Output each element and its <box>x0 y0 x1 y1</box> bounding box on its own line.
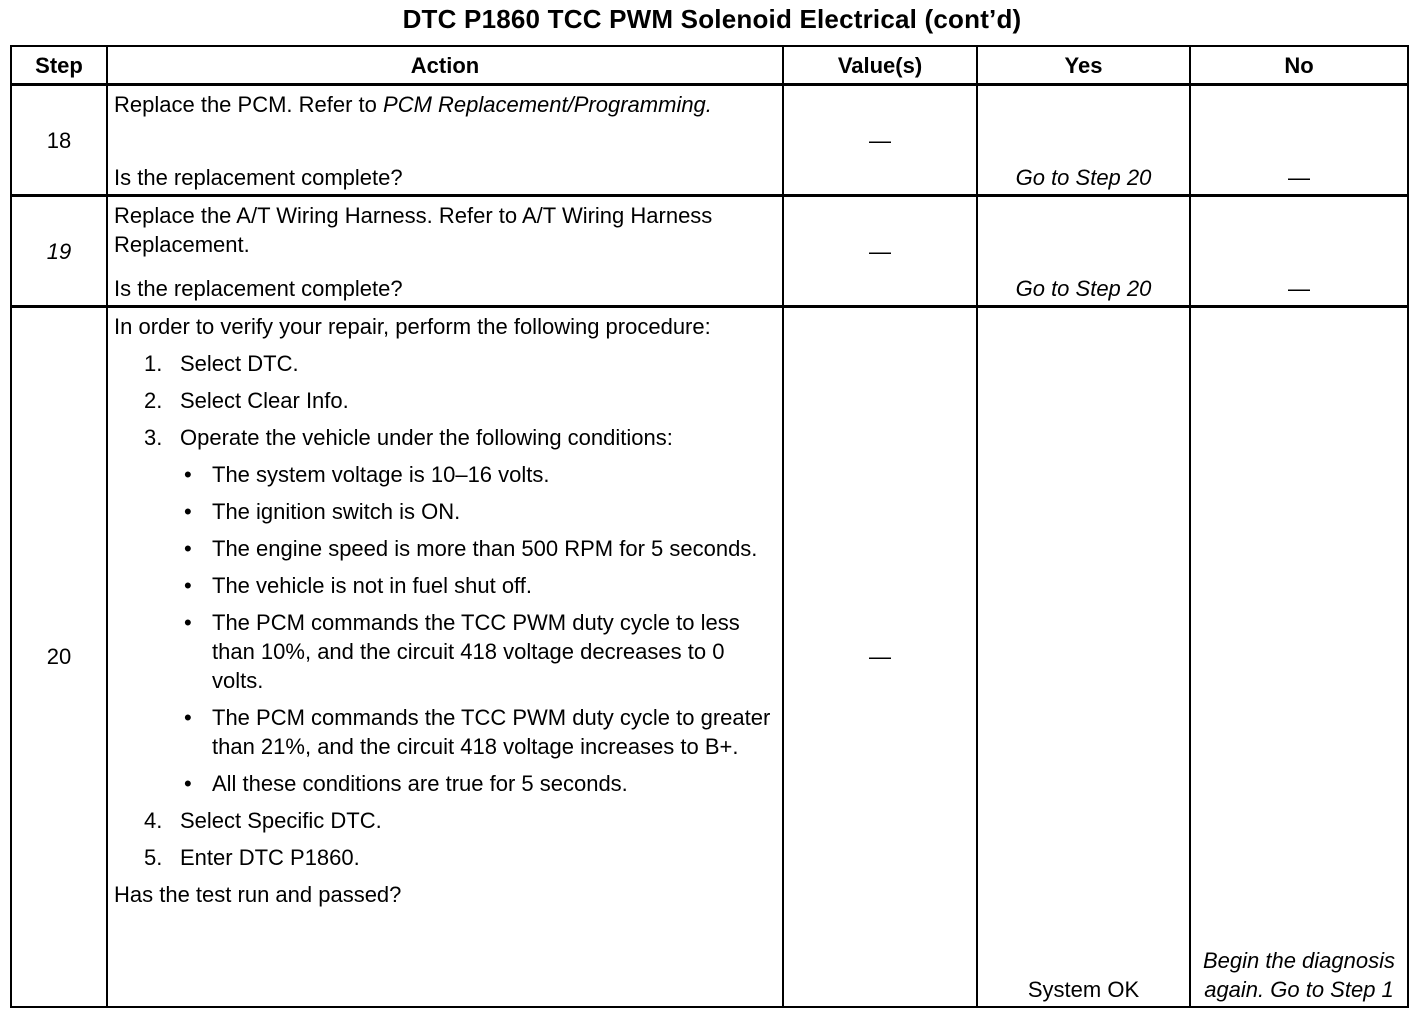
step-number: 20 <box>11 307 107 1007</box>
condition-list <box>180 460 776 798</box>
procedure-step-number: 1. <box>144 351 163 376</box>
step-question: Is the replacement complete? <box>114 276 403 301</box>
table-row <box>11 85 1408 196</box>
table-row <box>11 307 1408 1007</box>
step-number: 18 <box>11 85 107 196</box>
bullet-icon: • <box>184 705 192 730</box>
yes-result: Go to Step 20 <box>977 85 1190 196</box>
action-text: Replace the A/T Wiring Harness. Refer to A/T Wiring Harness Replacement. <box>114 203 713 257</box>
page-title: DTC P1860 TCC PWM Solenoid Electrical (cont’d) <box>402 4 1022 34</box>
bullet-icon: • <box>184 771 192 796</box>
procedure-step <box>114 843 776 872</box>
procedure-step <box>114 349 776 378</box>
condition-item <box>180 497 776 526</box>
action-reference: PCM Replacement/Programming. <box>383 92 712 117</box>
header-no: No <box>1190 46 1408 85</box>
bullet-icon: • <box>184 536 192 561</box>
procedure-steps <box>114 349 776 872</box>
condition-text: The ignition switch is ON. <box>212 499 461 524</box>
no-result: Begin the diagnosis again. Go to Step 1 <box>1190 307 1408 1007</box>
condition-text: All these conditions are true for 5 seconds. <box>212 771 628 796</box>
condition-item <box>180 534 776 563</box>
procedure-step-text: Operate the vehicle under the following conditions: <box>180 425 673 450</box>
procedure-step-number: 4. <box>144 808 163 833</box>
no-result: — <box>1190 196 1408 307</box>
condition-item <box>180 769 776 798</box>
bullet-icon: • <box>184 499 192 524</box>
step-question: Has the test run and passed? <box>114 882 402 907</box>
procedure-step-number: 2. <box>144 388 163 413</box>
no-result: — <box>1190 85 1408 196</box>
condition-text: The PCM commands the TCC PWM duty cycle to less than 10%, and the circuit 418 voltage decreases to 0 volts. <box>212 610 740 693</box>
procedure-step-number: 3. <box>144 425 163 450</box>
condition-item <box>180 571 776 600</box>
header-action: Action <box>107 46 783 85</box>
diagnostic-table <box>10 45 1409 1008</box>
procedure-step-text: Select DTC. <box>180 351 299 376</box>
procedure-step <box>114 806 776 835</box>
table-header-row <box>11 46 1408 85</box>
condition-item <box>180 460 776 489</box>
condition-item <box>180 608 776 695</box>
value-cell: — <box>783 307 977 1007</box>
header-values: Value(s) <box>783 46 977 85</box>
bullet-icon: • <box>184 610 192 635</box>
procedure-step <box>114 386 776 415</box>
condition-text: The engine speed is more than 500 RPM for 5 seconds. <box>212 536 758 561</box>
procedure-intro: In order to verify your repair, perform the following procedure: <box>114 314 711 339</box>
value-cell: — <box>783 196 977 307</box>
action-text <box>114 90 776 119</box>
value-cell: — <box>783 85 977 196</box>
table-row <box>11 196 1408 307</box>
header-yes: Yes <box>977 46 1190 85</box>
procedure-step-text: Select Specific DTC. <box>180 808 382 833</box>
condition-text: The system voltage is 10–16 volts. <box>212 462 550 487</box>
action-instruction: Replace the PCM. Refer to <box>114 92 384 117</box>
header-step: Step <box>11 46 107 85</box>
condition-text: The vehicle is not in fuel shut off. <box>212 573 532 598</box>
procedure-step-text: Enter DTC P1860. <box>180 845 360 870</box>
yes-result: System OK <box>977 307 1190 1007</box>
yes-result: Go to Step 20 <box>977 196 1190 307</box>
procedure-step <box>114 423 776 798</box>
condition-text: The PCM commands the TCC PWM duty cycle to greater than 21%, and the circuit 418 voltage increases to B+. <box>212 705 771 759</box>
action-cell <box>107 196 783 307</box>
action-cell <box>107 85 783 196</box>
step-number: 19 <box>11 196 107 307</box>
action-cell <box>107 307 783 1007</box>
diagnostic-table-container <box>10 45 1407 1006</box>
bullet-icon: • <box>184 462 192 487</box>
bullet-icon: • <box>184 573 192 598</box>
condition-item <box>180 703 776 761</box>
procedure-step-number: 5. <box>144 845 163 870</box>
procedure-step-text: Select Clear Info. <box>180 388 349 413</box>
step-question: Is the replacement complete? <box>114 165 403 190</box>
